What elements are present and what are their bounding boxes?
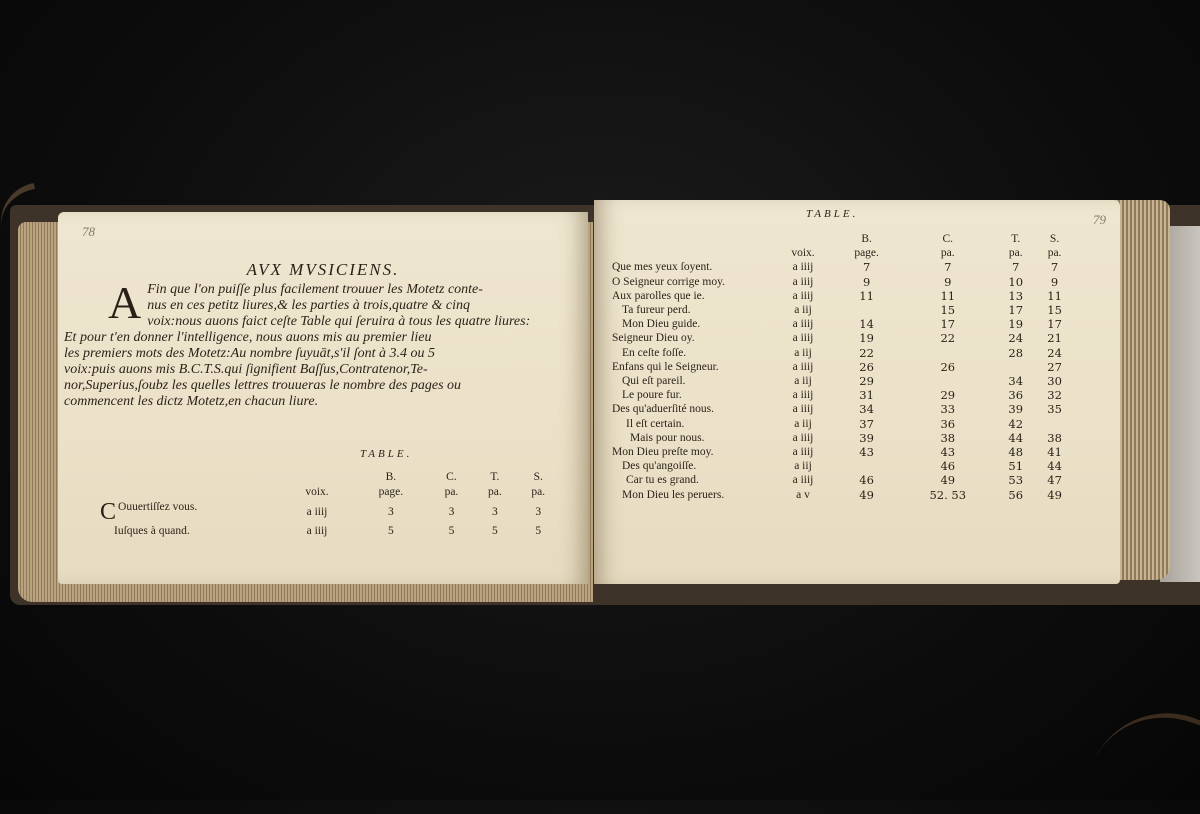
voices: a iij [794,375,812,388]
motet-title: Des qu'angoiſſe. [622,460,697,473]
page-t: 51 [1008,459,1024,474]
table-row [612,289,1074,303]
page-c: 43 [940,445,956,460]
voices: a iiij [792,474,814,487]
voices: a iiij [306,505,328,518]
motet-title: Enfans qui le Seigneur. [612,360,719,373]
motet-title: Qui eſt pareil. [622,375,686,388]
page-s: 41 [1047,445,1062,460]
voices: a iij [794,460,812,473]
voices: a v [796,488,810,501]
page-t: 34 [1008,374,1024,389]
page-s: 9 [1050,274,1059,289]
preface-text [64,277,568,410]
left-page [58,212,588,584]
table-row [612,346,1074,360]
motet-table [612,232,1074,502]
page-s: 11 [1047,288,1062,303]
col-s: S. [533,471,543,483]
page-b [834,303,899,317]
page-b: 11 [859,288,874,303]
page-t: 36 [1008,388,1024,403]
page-c: 26 [940,359,956,374]
table-row [612,417,1074,431]
voices: a iiij [792,360,814,373]
col-s-sub: pa. [531,486,546,498]
col-c-sub: pa. [940,247,955,260]
col-c-sub: pa. [444,486,459,498]
table-row [100,500,560,524]
motet-title: Des qu'aduerſité nous. [612,403,715,416]
page-b: 9 [862,274,871,289]
page-c: 11 [940,288,956,303]
table-row [612,459,1074,473]
table-row [100,524,560,539]
col-voix: voix. [791,247,815,260]
motet-title: Le poure fur. [622,389,682,402]
page-c: 22 [940,331,956,346]
col-b: B. [861,233,872,245]
motet-title: Mais pour nous. [630,431,705,444]
page-s: 47 [1047,473,1062,488]
page-t: 7 [1012,260,1020,275]
voices: a iiij [792,261,814,274]
page-c: 15 [940,303,956,318]
page-c: 52. 53 [929,487,967,502]
page-b: 19 [859,331,874,346]
page-t: 13 [1008,288,1024,303]
page-c: 9 [944,274,952,289]
page-s: 27 [1047,359,1062,374]
voices: a iiij [792,403,814,416]
table-title: TABLE. [360,448,413,460]
page-c: 49 [940,473,956,488]
motet-table [100,470,560,539]
voices: a iiij [792,332,814,345]
col-c: C. [942,233,954,245]
table-header-row [100,485,560,500]
voices: a iij [794,304,812,317]
page-s: 15 [1047,303,1062,318]
page-s [1035,417,1074,431]
table-row [612,331,1074,345]
col-c: C. [446,471,457,483]
drop-capital: A [108,277,142,328]
page-b: 29 [859,374,874,389]
text-line: commencent les dictz Motetz,en chacun liure. [64,394,319,409]
page-t: 28 [1008,345,1024,360]
page-s: 24 [1047,345,1062,360]
page-s: 38 [1047,430,1062,445]
page-s: 7 [1050,260,1059,275]
voices: a iiij [792,275,814,288]
table-row [612,388,1074,402]
col-b-sub: page. [854,247,879,260]
right-page [594,200,1120,584]
page-c: 33 [940,402,956,417]
page-s: 17 [1047,317,1062,332]
page-b: 14 [859,317,874,332]
voices: a iiij [792,289,814,302]
table-row [612,402,1074,416]
page-c: 36 [940,416,956,431]
table-row [612,260,1074,274]
col-s: S. [1049,233,1060,245]
motet-title: O Seigneur corrige moy. [612,275,725,288]
table-header-row [612,232,1074,246]
page-c: 5 [448,525,455,537]
text-line: voix:puis auons mis B.C.T.S.qui ſignifient Baſſus,Contratenor,Te- [64,362,428,377]
motet-title: Mon Dieu les peruers. [622,488,725,501]
text-line: les premiers mots des Motetz:Au nombre ſuyuāt,s'il ſont à 3.4 ou 5 [64,346,435,361]
page-t: 5 [491,525,498,537]
page-b: 3 [387,505,394,518]
page-s: 30 [1047,374,1062,389]
motet-title: Seigneur Dieu oy. [612,332,695,345]
col-t: T. [490,471,500,483]
page-c: 3 [448,505,455,518]
table-row [612,374,1074,388]
col-t-sub: pa. [1008,247,1023,260]
motet-title: Ta fureur perd. [622,304,691,317]
page-b: 22 [859,345,874,360]
page-b: 7 [862,260,871,275]
page-c [899,374,996,388]
motet-title: Il eſt certain. [626,417,685,430]
table-row [612,488,1074,502]
drop-capital: C [100,499,117,525]
col-t-sub: pa. [487,486,502,498]
page-s: 5 [535,525,542,537]
col-s-sub: pa. [1047,247,1062,260]
page-c: 38 [940,430,956,445]
leather-cord [1087,691,1200,814]
table-header-row [612,246,1074,260]
motet-title: Mon Dieu preſte moy. [612,446,714,459]
table-row [612,445,1074,459]
page-b: 39 [859,430,874,445]
text-line: Fin que l'on puiſſe plus facilement trouuer les Motetz conte- [147,282,483,297]
table-row [612,473,1074,487]
page-t: 56 [1008,487,1024,502]
col-b-sub: page. [378,486,404,498]
page-b: 43 [859,445,874,460]
text-line: nor,Superius,ſoubz les quelles lettres trouueras le nombre des pages ou [64,378,462,393]
table-row [612,303,1074,317]
motet-title: Mon Dieu guide. [622,318,701,331]
page-t: 10 [1008,274,1024,289]
page-s: 3 [535,505,542,518]
page-t: 39 [1008,402,1024,417]
motet-title: En ceſte foſſe. [622,346,687,359]
page-b: 49 [859,487,874,502]
page-c: 7 [944,260,952,275]
voices: a iij [794,417,812,430]
page-t: 44 [1008,430,1024,445]
page-c: 17 [940,317,956,332]
voices: a iiij [306,525,328,537]
voices: a iij [794,346,812,359]
motet-title: Iuſques à quand. [114,525,190,537]
page-t: 19 [1008,317,1024,332]
page-t: 42 [1008,416,1024,431]
table-row [612,275,1074,289]
page-b: 31 [859,388,874,403]
motet-title: Aux parolles que ie. [612,289,705,302]
page-t [996,360,1035,374]
page-b: 26 [859,359,874,374]
page-b: 37 [859,416,874,431]
page-t: 53 [1008,473,1024,488]
voices: a iiij [792,389,814,402]
motet-title: Car tu es grand. [626,474,699,487]
folio-number: 79 [1093,212,1106,227]
page-heading: AVX MVSICIENS. [246,260,400,279]
page-s: 32 [1047,388,1062,403]
text-line: nus en ces petitz liures,& les parties à trois,quatre & cinq [147,298,470,313]
page-b: 46 [859,473,874,488]
page-b: 34 [859,402,874,417]
voices: a iiij [792,431,814,444]
col-t: T. [1011,233,1021,245]
table-row [612,431,1074,445]
voices: a iiij [792,318,814,331]
text-line: Et pour t'en donner l'intelligence, nous auons mis au premier lieu [64,330,432,345]
col-b: B. [385,471,397,483]
motet-title: Que mes yeux ſoyent. [612,261,713,274]
motet-title: Ouuertiſſez vous. [118,501,198,513]
page-s: 44 [1047,459,1062,474]
col-voix: voix. [305,486,329,498]
page-t: 24 [1008,331,1024,346]
table-row [612,317,1074,331]
page-t: 48 [1008,445,1024,460]
voices: a iiij [792,446,814,459]
page-c [899,346,996,360]
page-b [834,459,899,473]
table-row [612,360,1074,374]
page-s: 35 [1047,402,1062,417]
page-c: 29 [940,388,956,403]
page-s: 49 [1047,487,1062,502]
page-c: 46 [940,459,956,474]
page-b: 5 [387,525,394,537]
folio-number: 78 [82,224,95,239]
text-line: voix:nous auons faict ceſte Table qui ſeruira à tous les quatre liures: [147,314,531,329]
table-header-row [100,470,560,485]
page-s: 21 [1047,331,1062,346]
page-t: 17 [1008,303,1024,318]
table-title: TABLE. [806,208,859,220]
page-t: 3 [491,505,498,518]
